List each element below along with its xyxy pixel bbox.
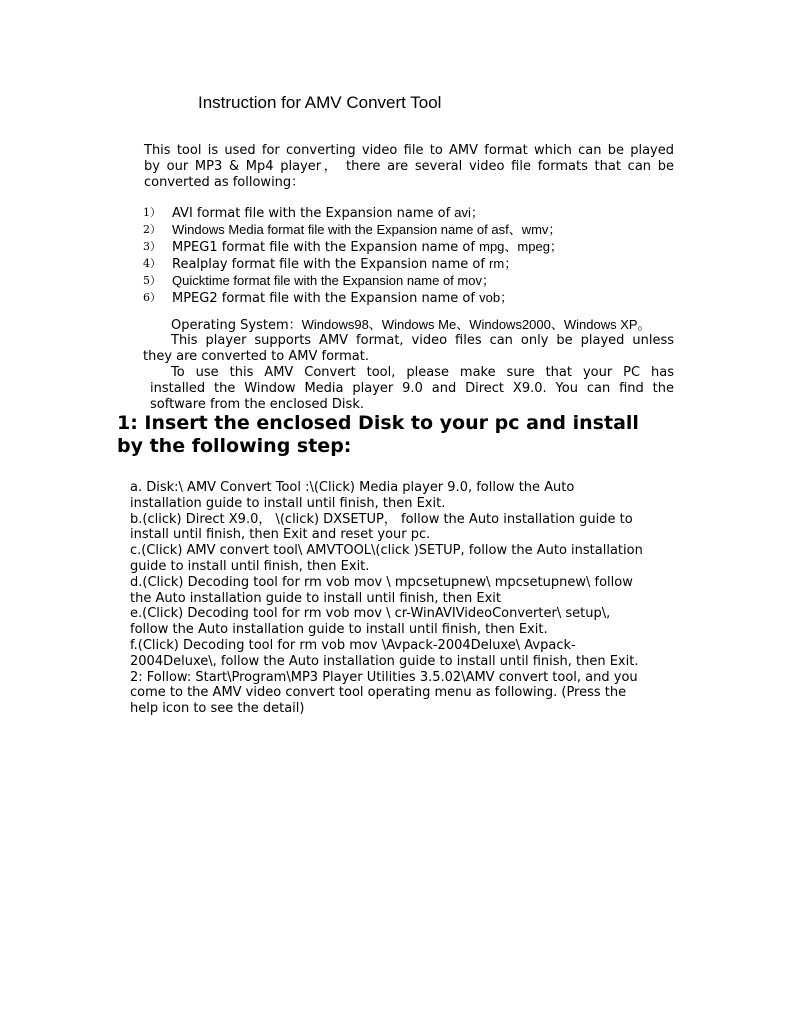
operating-system-line: [171, 317, 651, 334]
format-description: Quicktime format file with the Expansion name of: [172, 273, 458, 288]
requirement-paragraph: [143, 365, 674, 413]
step-line: 2004Deluxe\, follow the Auto installation guide to install until finish, then Exit.: [130, 653, 639, 669]
list-item: [143, 239, 563, 256]
step-line: guide to install until finish, then Exit.: [130, 558, 370, 574]
support-paragraph: [143, 333, 674, 365]
step-line: d.(Click) Decoding tool for rm vob mov \ mpcsetupnew\ mpcsetupnew\ follow: [130, 574, 633, 590]
heading-line: 1: Insert the enclosed Disk to your pc and install: [117, 412, 639, 434]
document-title: Instruction for AMV Convert Tool: [198, 93, 442, 112]
step-line: the Auto installation guide to install until finish, then Exit: [130, 590, 501, 606]
intro-paragraph: [144, 143, 674, 191]
format-extension: asf、wmv；: [491, 222, 562, 237]
list-number: 6）: [143, 291, 161, 304]
step-line: come to the AMV video convert tool operating menu as following. (Press the: [130, 685, 627, 701]
step-line: b.(click) Direct X9.0， \(click) DXSETUP， follow the Auto installation guide to: [130, 511, 633, 527]
os-value: Windows98、Windows Me、Windows2000、Windows XP。: [301, 317, 651, 332]
step-line: c.(Click) AMV convert tool\ AMVTOOL\(click )SETUP, follow the Auto installation: [130, 543, 643, 559]
list-item: [143, 256, 563, 273]
format-extension: rm；: [489, 256, 518, 271]
requirement-line: installed the Window Media player 9.0 and Direct X9.0. You can find the: [150, 381, 674, 396]
list-item: [143, 222, 563, 239]
step-line: installation guide to install until finish, then Exit.: [130, 495, 446, 511]
support-line: This player supports AMV format, video files can only be played unless: [171, 333, 674, 348]
list-text: [172, 222, 561, 239]
format-extension: vob；: [479, 290, 514, 305]
install-steps: [130, 480, 643, 717]
step-line: 2: Follow: Start\Program\MP3 Player Utilities 3.5.02\AMV convert tool, and you: [130, 669, 638, 685]
list-number: 5）: [143, 274, 161, 287]
format-extension: avi；: [454, 205, 484, 220]
step-line: e.(Click) Decoding tool for rm vob mov \ cr-WinAVIVideoConverter\ setup\,: [130, 606, 611, 622]
format-list: [143, 205, 563, 307]
intro-line: by our MP3 & Mp4 player， there are several video file formats that can be: [144, 159, 674, 174]
list-text: [172, 256, 517, 273]
list-number: 4）: [143, 257, 161, 270]
format-description: MPEG2 format file with the Expansion name of: [172, 291, 480, 306]
format-extension: mov；: [457, 273, 495, 288]
os-label: Operating System：: [171, 318, 302, 333]
support-line: they are converted to AMV format.: [143, 349, 369, 364]
list-text: [172, 205, 484, 222]
format-description: Realplay format file with the Expansion name of: [172, 257, 490, 272]
requirement-line: software from the enclosed Disk.: [150, 397, 364, 412]
format-extension: mpg、mpeg；: [479, 239, 563, 254]
heading-line: by the following step:: [117, 435, 352, 457]
intro-line: converted as following：: [144, 175, 305, 190]
intro-line: This tool is used for converting video file to AMV format which can be played: [144, 143, 674, 158]
step-line: install until finish, then Exit and reset your pc.: [130, 527, 431, 543]
step-line: help icon to see the detail): [130, 701, 305, 717]
step-line: a. Disk:\ AMV Convert Tool :\(Click) Media player 9.0, follow the Auto: [130, 480, 575, 495]
list-text: [172, 239, 563, 256]
format-description: AVI format file with the Expansion name of: [172, 206, 455, 221]
list-text: [172, 273, 495, 290]
list-item: [143, 290, 563, 307]
format-description: Windows Media format file with the Expansion name of: [172, 222, 492, 237]
step-line: follow the Auto installation guide to install until finish, then Exit.: [130, 622, 548, 638]
list-item: [143, 273, 563, 290]
list-item: [143, 205, 563, 222]
requirement-line: To use this AMV Convert tool, please make sure that your PC has: [171, 365, 674, 380]
format-description: MPEG1 format file with the Expansion name of: [172, 240, 480, 255]
list-text: [172, 290, 513, 307]
step-line: f.(Click) Decoding tool for rm vob mov \Avpack-2004Deluxe\ Avpack-: [130, 637, 576, 653]
list-number: 3）: [143, 240, 161, 253]
list-number: 2）: [143, 223, 161, 236]
list-number: 1）: [143, 206, 161, 219]
section-heading: [117, 412, 639, 458]
